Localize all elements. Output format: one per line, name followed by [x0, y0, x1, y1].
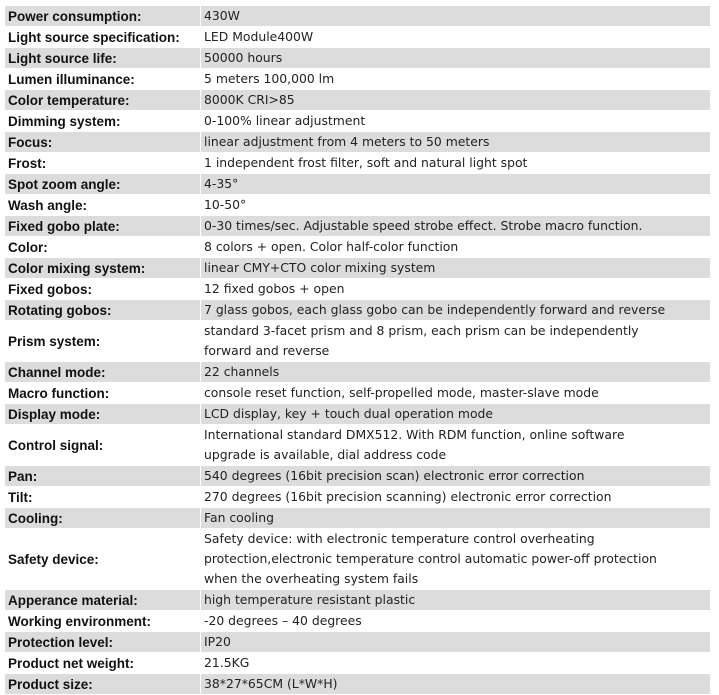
spec-label: Dimming system: [5, 111, 201, 132]
spec-label: Wash angle: [5, 195, 201, 216]
spec-value-line: high temperature resistant plastic [204, 592, 416, 607]
spec-row [5, 69, 711, 90]
spec-value [201, 111, 711, 132]
spec-label: Product net weight: [5, 653, 201, 674]
spec-value-line: 0-100% linear adjustment [204, 113, 366, 128]
spec-value-line: linear CMY+CTO color mixing system [204, 260, 436, 275]
spec-row [5, 174, 711, 195]
spec-label: Channel mode: [5, 362, 201, 383]
spec-label: Color mixing system: [5, 258, 201, 279]
spec-value [201, 279, 711, 300]
spec-label: Working environment: [5, 611, 201, 632]
spec-row [5, 6, 711, 27]
spec-value-line: standard 3-facet prism and 8 prism, each prism can be independently [204, 323, 639, 338]
spec-value-line: IP20 [204, 634, 231, 649]
spec-row [5, 466, 711, 487]
spec-label: Focus: [5, 132, 201, 153]
spec-value [201, 590, 711, 611]
spec-value [201, 466, 711, 487]
spec-value [201, 362, 711, 383]
spec-value [201, 611, 711, 632]
spec-row [5, 611, 711, 632]
spec-label: Fixed gobo plate: [5, 216, 201, 237]
spec-row [5, 632, 711, 653]
spec-label: Light source specification: [5, 27, 201, 48]
spec-row [5, 425, 711, 466]
spec-value-line: LCD display, key + touch dual operation mode [204, 406, 494, 421]
spec-value-line: console reset function, self-propelled mode, master-slave mode [204, 385, 599, 400]
spec-value-line: Fan cooling [204, 510, 274, 525]
spec-row [5, 111, 711, 132]
spec-value-line: 5 meters 100,000 lm [204, 71, 335, 86]
spec-value [201, 48, 711, 69]
spec-label: Power consumption: [5, 6, 201, 27]
spec-value [201, 6, 711, 27]
spec-value-line: 22 channels [204, 364, 280, 379]
spec-value-line: International standard DMX512. With RDM function, online software [204, 427, 625, 442]
spec-label: Fixed gobos: [5, 279, 201, 300]
spec-value-line: Safety device: with electronic temperature control overheating [204, 531, 595, 546]
spec-row [5, 529, 711, 590]
spec-row [5, 258, 711, 279]
spec-value [201, 321, 711, 362]
spec-value [201, 508, 711, 529]
spec-label: Color temperature: [5, 90, 201, 111]
spec-row [5, 195, 711, 216]
spec-value [201, 69, 711, 90]
spec-value [201, 383, 711, 404]
spec-label: Pan: [5, 466, 201, 487]
spec-row [5, 590, 711, 611]
spec-value-line: 1 independent frost filter, soft and natural light spot [204, 155, 528, 170]
spec-label: Lumen illuminance: [5, 69, 201, 90]
spec-value-line: 12 fixed gobos + open [204, 281, 345, 296]
spec-row [5, 508, 711, 529]
spec-row [5, 362, 711, 383]
spec-value [201, 153, 711, 174]
spec-value [201, 216, 711, 237]
spec-value-line: forward and reverse [204, 343, 330, 358]
spec-label: Protection level: [5, 632, 201, 653]
spec-value-line: 50000 hours [204, 50, 283, 65]
spec-row [5, 383, 711, 404]
spec-label: Product size: [5, 674, 201, 695]
spec-row [5, 216, 711, 237]
spec-row [5, 48, 711, 69]
spec-label: Cooling: [5, 508, 201, 529]
spec-value-line: 7 glass gobos, each glass gobo can be independently forward and reverse [204, 302, 666, 317]
spec-row [5, 653, 711, 674]
spec-value-line: 21.5KG [204, 655, 250, 670]
spec-value-line: 8000K CRI>85 [204, 92, 295, 107]
spec-row [5, 300, 711, 321]
spec-value-line: 540 degrees (16bit precision scan) electronic error correction [204, 468, 585, 483]
spec-value-line: 270 degrees (16bit precision scanning) electronic error correction [204, 489, 612, 504]
spec-value [201, 27, 711, 48]
spec-value-line: 4-35° [204, 176, 239, 191]
spec-value [201, 674, 711, 695]
spec-row [5, 237, 711, 258]
spec-row [5, 153, 711, 174]
spec-row [5, 132, 711, 153]
spec-label: Spot zoom angle: [5, 174, 201, 195]
spec-row [5, 279, 711, 300]
spec-value [201, 487, 711, 508]
spec-value [201, 529, 711, 590]
spec-label: Color: [5, 237, 201, 258]
spec-value [201, 632, 711, 653]
spec-value-line: 8 colors + open. Color half-color function [204, 239, 459, 254]
spec-value-line: linear adjustment from 4 meters to 50 meters [204, 134, 490, 149]
spec-value [201, 404, 711, 425]
spec-value [201, 300, 711, 321]
spec-value-line: 38*27*65CM (L*W*H) [204, 676, 338, 691]
spec-label: Macro function: [5, 383, 201, 404]
spec-label: Display mode: [5, 404, 201, 425]
spec-value [201, 237, 711, 258]
spec-label: Frost: [5, 153, 201, 174]
spec-table [4, 5, 711, 695]
spec-row [5, 90, 711, 111]
spec-value-line: 0-30 times/sec. Adjustable speed strobe effect. Strobe macro function. [204, 218, 643, 233]
spec-row [5, 487, 711, 508]
spec-value-line: 10-50° [204, 197, 247, 212]
spec-label: Rotating gobos: [5, 300, 201, 321]
spec-row [5, 404, 711, 425]
spec-value-line: LED Module400W [204, 29, 314, 44]
spec-value [201, 90, 711, 111]
spec-label: Apperance material: [5, 590, 201, 611]
spec-value [201, 258, 711, 279]
spec-label: Tilt: [5, 487, 201, 508]
spec-value [201, 653, 711, 674]
spec-table-body [5, 6, 711, 695]
spec-label: Control signal: [5, 425, 201, 466]
spec-label: Light source life: [5, 48, 201, 69]
spec-value [201, 132, 711, 153]
spec-label: Safety device: [5, 529, 201, 590]
spec-value [201, 425, 711, 466]
spec-row [5, 321, 711, 362]
spec-value [201, 195, 711, 216]
spec-value [201, 174, 711, 195]
spec-value-line: -20 degrees – 40 degrees [204, 613, 362, 628]
spec-value-line: 430W [204, 8, 240, 23]
spec-value-line: upgrade is available, dial address code [204, 447, 447, 462]
spec-label: Prism system: [5, 321, 201, 362]
spec-value-line: when the overheating system fails [204, 571, 419, 586]
spec-row [5, 27, 711, 48]
spec-value-line: protection,electronic temperature control automatic power-off protection [204, 551, 657, 566]
spec-row [5, 674, 711, 695]
